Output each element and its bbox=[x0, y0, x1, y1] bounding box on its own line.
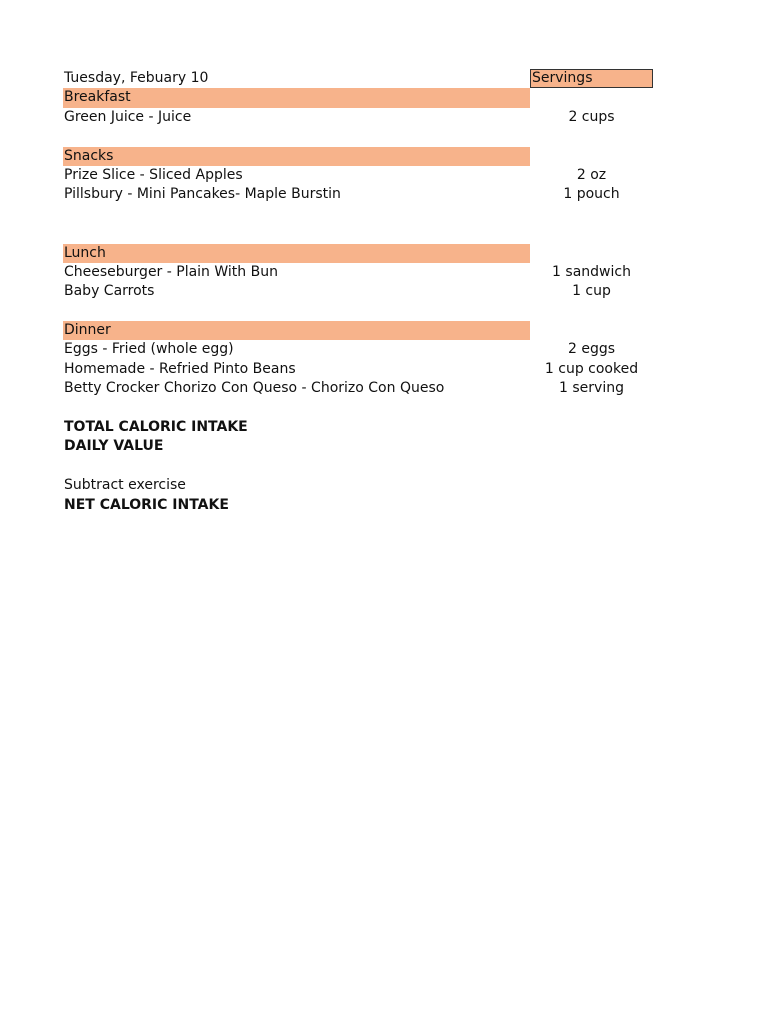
serving-cell[interactable]: 1 pouch bbox=[563, 186, 620, 203]
serving-cell[interactable]: 2 eggs bbox=[567, 341, 616, 358]
serving-cell[interactable]: 2 cups bbox=[568, 108, 615, 125]
food-row bbox=[63, 185, 663, 204]
empty-row bbox=[63, 127, 663, 146]
section-lunch bbox=[63, 244, 663, 263]
empty-row bbox=[63, 224, 663, 243]
empty-row bbox=[63, 302, 663, 321]
section-title-dinner[interactable]: Dinner bbox=[63, 321, 530, 340]
net-caloric-row bbox=[63, 496, 663, 515]
food-row bbox=[63, 379, 663, 398]
serving-cell[interactable]: 2 oz bbox=[576, 166, 607, 183]
daily-value-row bbox=[63, 437, 663, 456]
subtract-exercise-label[interactable]: Subtract exercise bbox=[64, 477, 186, 494]
header-row bbox=[63, 69, 663, 88]
food-name-cell[interactable]: Betty Crocker Chorizo Con Queso - Chorizo Con Queso bbox=[64, 380, 445, 397]
section-title-lunch[interactable]: Lunch bbox=[63, 244, 530, 263]
food-name-cell[interactable]: Homemade - Refried Pinto Beans bbox=[64, 360, 296, 377]
meal-log-sheet bbox=[63, 69, 663, 515]
empty-row bbox=[63, 399, 663, 418]
serving-cell[interactable]: 1 cup bbox=[572, 283, 611, 300]
total-row bbox=[63, 418, 663, 437]
serving-cell[interactable]: 1 serving bbox=[559, 380, 624, 397]
serving-cell[interactable]: 1 cup cooked bbox=[544, 360, 639, 377]
food-row bbox=[63, 282, 663, 301]
food-name-cell[interactable]: Pillsbury - Mini Pancakes- Maple Burstin bbox=[64, 186, 341, 203]
section-title-snacks[interactable]: Snacks bbox=[63, 147, 530, 166]
food-row bbox=[63, 263, 663, 282]
section-snacks bbox=[63, 147, 663, 166]
total-caloric-intake-label[interactable]: TOTAL CALORIC INTAKE bbox=[64, 419, 248, 436]
food-row bbox=[63, 108, 663, 127]
net-caloric-intake-label[interactable]: NET CALORIC INTAKE bbox=[64, 496, 229, 513]
servings-header-cell[interactable]: Servings bbox=[530, 69, 653, 88]
food-name-cell[interactable]: Prize Slice - Sliced Apples bbox=[64, 166, 243, 183]
section-title-breakfast[interactable]: Breakfast bbox=[63, 88, 530, 107]
food-row bbox=[63, 166, 663, 185]
empty-row bbox=[63, 457, 663, 476]
food-name-cell[interactable]: Eggs - Fried (whole egg) bbox=[64, 341, 234, 358]
serving-cell[interactable]: 1 sandwich bbox=[552, 263, 631, 280]
date-cell[interactable]: Tuesday, Febuary 10 bbox=[64, 70, 209, 86]
section-dinner bbox=[63, 321, 663, 340]
section-breakfast bbox=[63, 88, 663, 107]
food-name-cell[interactable]: Baby Carrots bbox=[64, 283, 155, 300]
food-name-cell[interactable]: Cheeseburger - Plain With Bun bbox=[64, 263, 278, 280]
daily-value-label[interactable]: DAILY VALUE bbox=[64, 438, 164, 455]
food-name-cell[interactable]: Green Juice - Juice bbox=[64, 108, 192, 125]
food-row bbox=[63, 340, 663, 359]
empty-row bbox=[63, 205, 663, 224]
subtract-exercise-row bbox=[63, 476, 663, 495]
food-row bbox=[63, 360, 663, 379]
